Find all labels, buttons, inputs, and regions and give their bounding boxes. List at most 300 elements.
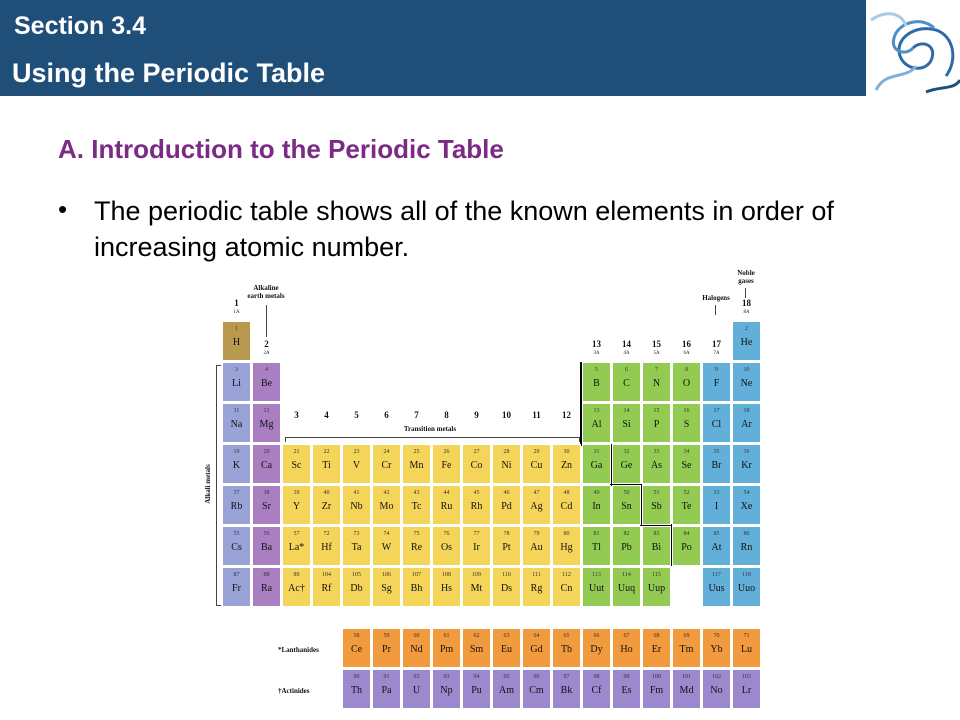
element-symbol: Xe — [740, 501, 753, 512]
element-symbol: Er — [651, 644, 662, 655]
element-cell — [642, 485, 671, 525]
atomic-number: 92 — [413, 674, 420, 680]
section-number: Section 3.4 — [14, 12, 146, 40]
element-cell — [552, 526, 581, 566]
element-symbol: Po — [681, 542, 692, 553]
element-symbol: Se — [681, 460, 692, 471]
atomic-number: 83 — [653, 531, 660, 537]
atomic-number: 17 — [713, 408, 720, 414]
element-symbol: Tc — [411, 501, 422, 512]
element-cell — [462, 669, 491, 709]
element-symbol: Cr — [381, 460, 392, 471]
actinides-label: †Actinides — [278, 687, 310, 695]
element-symbol: In — [592, 501, 601, 512]
element-symbol: Ni — [501, 460, 512, 471]
element-cell — [222, 485, 251, 525]
element-symbol: Rh — [470, 501, 483, 512]
atomic-number: 85 — [713, 531, 720, 537]
element-cell — [342, 444, 371, 484]
element-symbol: Np — [440, 685, 453, 696]
group-number: 6 — [384, 410, 389, 420]
atomic-number: 53 — [713, 490, 720, 496]
element-cell — [732, 362, 761, 402]
element-symbol: Sn — [621, 501, 632, 512]
element-cell — [732, 628, 761, 668]
element-symbol: U — [412, 685, 421, 696]
element-symbol: B — [593, 378, 600, 389]
atomic-number: 48 — [563, 490, 570, 496]
group-subscript: 8A — [743, 310, 750, 315]
element-symbol: S — [683, 419, 690, 430]
atomic-number: 60 — [413, 633, 420, 639]
atomic-number: 66 — [593, 633, 600, 639]
atomic-number: 64 — [533, 633, 540, 639]
element-symbol: Ta — [351, 542, 362, 553]
element-symbol: Al — [591, 419, 602, 430]
atomic-number: 10 — [743, 367, 750, 373]
atomic-number: 38 — [263, 490, 270, 496]
element-symbol: Tb — [560, 644, 573, 655]
atomic-number: 81 — [593, 531, 600, 537]
atomic-number: 19 — [233, 449, 240, 455]
element-symbol: P — [653, 419, 660, 430]
element-cell — [552, 567, 581, 607]
element-cell — [252, 444, 281, 484]
atomic-number: 8 — [685, 367, 688, 373]
element-cell — [582, 669, 611, 709]
element-symbol: Ds — [500, 583, 513, 594]
element-symbol: Th — [350, 685, 363, 696]
atomic-number: 37 — [233, 490, 240, 496]
atomic-number: 88 — [263, 572, 270, 578]
halogens-label: Halogens — [702, 294, 730, 302]
element-cell — [312, 526, 341, 566]
element-cell — [342, 628, 371, 668]
atomic-number: 44 — [443, 490, 450, 496]
element-cell — [612, 444, 641, 484]
element-cell — [612, 669, 641, 709]
noble-gases-label: Noble gases — [737, 269, 755, 285]
element-symbol: La* — [288, 542, 305, 553]
atomic-number: 51 — [653, 490, 660, 496]
group-number: 14 — [622, 339, 631, 349]
element-cell — [222, 321, 251, 361]
element-symbol: Uus — [708, 583, 725, 594]
atomic-number: 71 — [743, 633, 750, 639]
element-symbol: Co — [470, 460, 483, 471]
element-cell — [342, 526, 371, 566]
element-cell — [522, 669, 551, 709]
group-number: 16 — [682, 339, 691, 349]
atomic-number: 69 — [683, 633, 690, 639]
atomic-number: 75 — [413, 531, 420, 537]
group-number: 7 — [414, 410, 419, 420]
element-cell — [402, 567, 431, 607]
atomic-number: 99 — [623, 674, 630, 680]
group-subscript: 3A — [593, 351, 600, 356]
atomic-number: 95 — [503, 674, 510, 680]
atomic-number: 30 — [563, 449, 570, 455]
group-number: 18 — [742, 298, 751, 308]
element-symbol: O — [682, 378, 691, 389]
element-symbol: Cm — [529, 685, 544, 696]
atomic-number: 107 — [412, 572, 421, 578]
element-symbol: Md — [679, 685, 694, 696]
halogens-pointer — [715, 305, 716, 315]
element-symbol: Uuq — [617, 583, 636, 594]
element-symbol: Tl — [592, 542, 601, 553]
element-symbol: Y — [292, 501, 301, 512]
element-cell — [522, 526, 551, 566]
group-subscript: 2A — [263, 351, 270, 356]
element-symbol: He — [740, 337, 753, 348]
atomic-number: 9 — [715, 367, 718, 373]
transition-bracket-left — [285, 437, 286, 442]
alkaline-earth-pointer — [266, 305, 267, 337]
group-number: 2 — [264, 339, 269, 349]
element-symbol: Ce — [350, 644, 363, 655]
element-symbol: Lr — [741, 685, 752, 696]
element-cell — [462, 567, 491, 607]
atomic-number: 40 — [323, 490, 330, 496]
element-symbol: Kr — [741, 460, 752, 471]
element-symbol: Be — [260, 378, 273, 389]
element-cell — [672, 362, 701, 402]
group-number: 13 — [592, 339, 601, 349]
element-cell — [642, 526, 671, 566]
element-symbol: Pu — [471, 685, 482, 696]
atomic-number: 104 — [322, 572, 331, 578]
element-cell — [492, 628, 521, 668]
atomic-number: 7 — [655, 367, 658, 373]
element-symbol: Lu — [740, 644, 753, 655]
atomic-number: 5 — [595, 367, 598, 373]
element-cell — [342, 669, 371, 709]
element-cell — [462, 444, 491, 484]
element-cell — [252, 485, 281, 525]
atomic-number: 78 — [503, 531, 510, 537]
element-symbol: Ra — [260, 583, 273, 594]
element-symbol: Uuo — [737, 583, 756, 594]
atomic-number: 91 — [383, 674, 390, 680]
element-cell — [432, 526, 461, 566]
element-cell — [552, 444, 581, 484]
element-symbol: Sc — [291, 460, 302, 471]
element-cell — [582, 403, 611, 443]
atomic-number: 80 — [563, 531, 570, 537]
group-number: 17 — [712, 339, 721, 349]
element-symbol: Db — [350, 583, 363, 594]
atomic-number: 102 — [712, 674, 721, 680]
element-cell — [222, 362, 251, 402]
element-symbol: As — [650, 460, 663, 471]
element-symbol: Ne — [740, 378, 753, 389]
atomic-number: 67 — [623, 633, 630, 639]
element-symbol: Pb — [621, 542, 632, 553]
element-cell — [402, 526, 431, 566]
atomic-number: 68 — [653, 633, 660, 639]
atomic-number: 31 — [593, 449, 600, 455]
atomic-number: 47 — [533, 490, 540, 496]
atomic-number: 70 — [713, 633, 720, 639]
atomic-number: 33 — [653, 449, 660, 455]
atomic-number: 98 — [593, 674, 600, 680]
atomic-number: 49 — [593, 490, 600, 496]
atomic-number: 113 — [592, 572, 601, 578]
atomic-number: 115 — [652, 572, 661, 578]
element-symbol: Nd — [410, 644, 423, 655]
atomic-number: 34 — [683, 449, 690, 455]
atomic-number: 54 — [743, 490, 750, 496]
element-cell — [612, 403, 641, 443]
group-number: 11 — [532, 410, 541, 420]
element-cell — [492, 485, 521, 525]
group-subscript: 1A — [233, 310, 240, 315]
atomic-number: 96 — [533, 674, 540, 680]
element-symbol: Cl — [711, 419, 722, 430]
element-symbol: Mg — [259, 419, 274, 430]
atomic-number: 117 — [712, 572, 721, 578]
element-cell — [702, 567, 731, 607]
atomic-number: 72 — [323, 531, 330, 537]
element-cell — [702, 669, 731, 709]
element-symbol: Mo — [379, 501, 394, 512]
atomic-number: 101 — [682, 674, 691, 680]
atomic-number: 43 — [413, 490, 420, 496]
element-cell — [702, 403, 731, 443]
element-cell — [402, 444, 431, 484]
group-number: 12 — [562, 410, 571, 420]
element-cell — [432, 669, 461, 709]
element-cell — [732, 526, 761, 566]
atomic-number: 82 — [623, 531, 630, 537]
atomic-number: 109 — [472, 572, 481, 578]
atomic-number: 112 — [562, 572, 571, 578]
element-symbol: Zr — [321, 501, 332, 512]
alkaline-earth-label: Alkaline earth metals — [247, 284, 285, 300]
element-cell — [672, 669, 701, 709]
atomic-number: 21 — [293, 449, 300, 455]
element-cell — [372, 567, 401, 607]
element-symbol: Sg — [381, 583, 392, 594]
element-symbol: Ba — [260, 542, 273, 553]
element-symbol: Pt — [502, 542, 511, 553]
atomic-number: 42 — [383, 490, 390, 496]
element-symbol: K — [232, 460, 241, 471]
element-symbol: Bh — [410, 583, 423, 594]
element-symbol: Br — [711, 460, 722, 471]
element-symbol: Au — [530, 542, 543, 553]
bullet-marker: • — [58, 194, 68, 224]
element-cell — [552, 485, 581, 525]
element-cell — [612, 485, 641, 525]
group-number: 9 — [474, 410, 479, 420]
element-symbol: Dy — [590, 644, 603, 655]
element-cell — [342, 567, 371, 607]
group-subscript: 6A — [683, 351, 690, 356]
element-cell — [642, 362, 671, 402]
element-symbol: Es — [621, 685, 632, 696]
element-cell — [552, 669, 581, 709]
element-cell — [402, 485, 431, 525]
element-symbol: Cn — [560, 583, 573, 594]
noble-gases-pointer — [745, 288, 746, 298]
element-cell — [672, 485, 701, 525]
element-symbol: Ag — [530, 501, 543, 512]
element-cell — [702, 362, 731, 402]
element-symbol: Pm — [439, 644, 454, 655]
element-cell — [372, 485, 401, 525]
element-cell — [732, 567, 761, 607]
element-symbol: Si — [622, 419, 631, 430]
atomic-number: 29 — [533, 449, 540, 455]
atomic-number: 106 — [382, 572, 391, 578]
element-symbol: Li — [232, 378, 241, 389]
alkali-bracket-bottom — [216, 605, 221, 606]
atomic-number: 16 — [683, 408, 690, 414]
element-cell — [252, 526, 281, 566]
atomic-number: 103 — [742, 674, 751, 680]
atomic-number: 50 — [623, 490, 630, 496]
atomic-number: 97 — [563, 674, 570, 680]
element-symbol: Os — [440, 542, 453, 553]
atomic-number: 46 — [503, 490, 510, 496]
atomic-number: 56 — [263, 531, 270, 537]
atomic-number: 59 — [383, 633, 390, 639]
atomic-number: 111 — [532, 572, 541, 578]
lanthanides-label: *Lanthanides — [278, 646, 319, 654]
element-cell — [252, 567, 281, 607]
slide-heading: A. Introduction to the Periodic Table — [58, 134, 504, 164]
element-cell — [582, 526, 611, 566]
element-cell — [432, 485, 461, 525]
element-symbol: N — [652, 378, 661, 389]
element-symbol: Cs — [231, 542, 242, 553]
element-symbol: Ca — [260, 460, 273, 471]
element-cell — [432, 567, 461, 607]
element-cell — [582, 628, 611, 668]
element-symbol: Fr — [232, 583, 241, 594]
element-cell — [222, 403, 251, 443]
element-cell — [432, 628, 461, 668]
element-symbol: Hf — [321, 542, 332, 553]
element-cell — [372, 628, 401, 668]
element-cell — [372, 526, 401, 566]
element-cell — [222, 444, 251, 484]
element-symbol: Tm — [679, 644, 694, 655]
atomic-number: 118 — [742, 572, 751, 578]
atomic-number: 52 — [683, 490, 690, 496]
element-symbol: Hg — [560, 542, 573, 553]
element-symbol: Ge — [620, 460, 633, 471]
element-cell — [312, 444, 341, 484]
element-symbol: Mn — [409, 460, 424, 471]
element-symbol: Ru — [440, 501, 453, 512]
element-cell — [672, 403, 701, 443]
element-symbol: At — [711, 542, 722, 553]
atomic-number: 76 — [443, 531, 450, 537]
slide-header — [0, 0, 960, 96]
element-cell — [402, 628, 431, 668]
element-symbol: Ga — [590, 460, 603, 471]
element-symbol: Sr — [262, 501, 271, 512]
element-cell — [732, 321, 761, 361]
element-cell — [612, 628, 641, 668]
element-cell — [642, 669, 671, 709]
atomic-number: 35 — [713, 449, 720, 455]
element-symbol: Bk — [560, 685, 573, 696]
group-number: 8 — [444, 410, 449, 420]
atomic-number: 77 — [473, 531, 480, 537]
atomic-number: 61 — [443, 633, 450, 639]
atomic-number: 87 — [233, 572, 240, 578]
atomic-number: 105 — [352, 572, 361, 578]
element-cell — [222, 526, 251, 566]
element-cell — [462, 628, 491, 668]
atomic-number: 11 — [233, 408, 240, 414]
element-symbol: Pr — [382, 644, 391, 655]
section-title: Using the Periodic Table — [12, 58, 326, 88]
atomic-number: 1 — [235, 326, 238, 332]
element-cell — [672, 628, 701, 668]
element-symbol: Fe — [441, 460, 452, 471]
element-cell — [732, 669, 761, 709]
element-cell — [252, 362, 281, 402]
element-cell — [342, 485, 371, 525]
swirl-logo-icon — [866, 0, 960, 96]
atomic-number: 74 — [383, 531, 390, 537]
element-cell — [522, 485, 551, 525]
element-cell — [522, 628, 551, 668]
atomic-number: 114 — [622, 572, 631, 578]
group-subscript: 5A — [653, 351, 660, 356]
element-symbol: Gd — [530, 644, 543, 655]
element-cell — [582, 485, 611, 525]
element-cell — [282, 444, 311, 484]
group-number: 10 — [502, 410, 511, 420]
element-symbol: V — [352, 460, 361, 471]
element-cell — [312, 567, 341, 607]
element-symbol: Zn — [560, 460, 573, 471]
atomic-number: 90 — [353, 674, 360, 680]
element-symbol: Rg — [530, 583, 543, 594]
element-symbol: Pd — [501, 501, 512, 512]
atomic-number: 108 — [442, 572, 451, 578]
element-cell — [582, 567, 611, 607]
element-cell — [642, 628, 671, 668]
element-symbol: Fm — [649, 685, 664, 696]
element-cell — [672, 444, 701, 484]
atomic-number: 100 — [652, 674, 661, 680]
element-symbol: Cu — [530, 460, 543, 471]
element-cell — [732, 403, 761, 443]
atomic-number: 36 — [743, 449, 750, 455]
element-symbol: Uup — [647, 583, 666, 594]
group-subscript: 7A — [713, 351, 720, 356]
group-number: 3 — [294, 410, 299, 420]
atomic-number: 89 — [293, 572, 300, 578]
atomic-number: 73 — [353, 531, 360, 537]
element-symbol: Rb — [230, 501, 243, 512]
element-symbol: Ti — [322, 460, 331, 471]
element-cell — [702, 526, 731, 566]
element-symbol: Ac† — [288, 583, 305, 594]
element-symbol: Cf — [591, 685, 602, 696]
atomic-number: 15 — [653, 408, 660, 414]
atomic-number: 20 — [263, 449, 270, 455]
element-symbol: Ar — [741, 419, 752, 430]
element-cell — [402, 669, 431, 709]
